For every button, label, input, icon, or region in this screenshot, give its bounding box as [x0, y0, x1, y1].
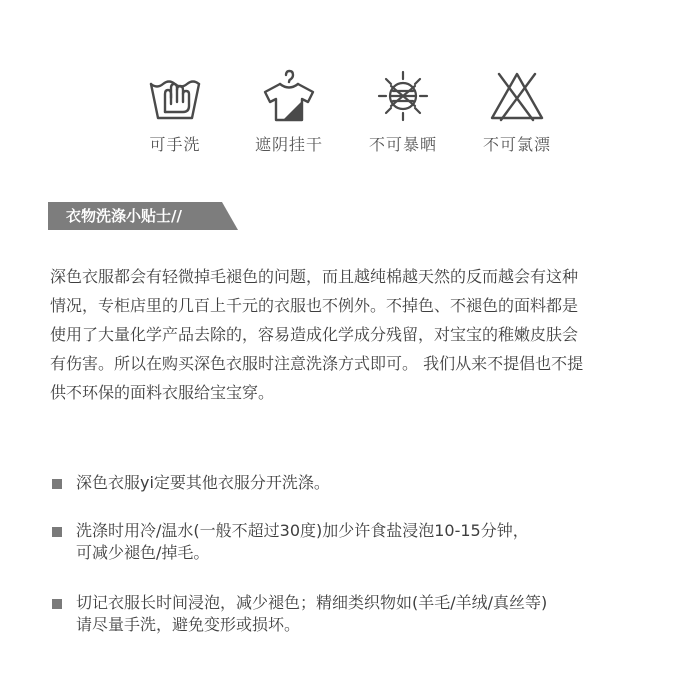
section-title: 衣物洗涤小贴士//: [66, 207, 182, 225]
intro-line: 有伤害。所以在购买深色衣服时注意洗涤方式即可。 我们从来不提倡也不提: [50, 354, 584, 373]
tip-text: 切记衣服长时间浸泡，减少褪色；精细类织物如(羊毛/羊绒/真丝等): [76, 593, 548, 612]
shade-hang-dry-icon: [259, 68, 319, 124]
intro-line: 情况，专柜店里的几百上千元的衣服也不例外。不掉色、不褪色的面料都是: [50, 296, 579, 315]
care-label-no-sun: 不可暴晒: [368, 135, 437, 154]
intro-paragraph: [50, 262, 656, 407]
tip-text: 洗涤时用冷/温水(一般不超过30度)加少许食盐浸泡10-15分钟，: [76, 521, 529, 540]
square-bullet-icon: [52, 479, 62, 489]
tip-text: 深色衣服yi定要其他衣服分开洗涤。: [76, 473, 330, 492]
care-item-shade-hang-dry: [234, 68, 344, 155]
care-item-no-bleach: [462, 68, 572, 155]
hand-wash-icon: [145, 68, 205, 124]
care-icons-row: [120, 68, 580, 168]
care-item-hand-wash: [120, 68, 230, 155]
care-label-no-bleach: 不可氯漂: [482, 135, 551, 154]
intro-line: 深色衣服都会有轻微掉毛褪色的问题，而且越纯棉越天然的反而越会有这种: [50, 267, 579, 286]
intro-line: 供不环保的面料衣服给宝宝穿。: [50, 383, 275, 402]
care-label-hand-wash: 可手洗: [149, 135, 201, 154]
tip-text-continued: 请尽量手洗，避免变形或损坏。: [76, 615, 301, 634]
care-item-no-sun: [348, 68, 458, 155]
tip-item: [52, 472, 652, 494]
square-bullet-icon: [52, 599, 62, 609]
no-sun-exposure-icon: [373, 68, 433, 124]
intro-line: 使用了大量化学产品去除的，容易造成化学成分残留，对宝宝的稚嫩皮肤会: [50, 325, 579, 344]
tip-item: [52, 592, 652, 636]
care-label-shade-hang-dry: 遮阴挂干: [254, 135, 323, 154]
tip-item: [52, 520, 652, 564]
square-bullet-icon: [52, 527, 62, 537]
no-bleach-icon: [487, 68, 547, 124]
tip-text-continued: 可减少褪色/掉毛。: [76, 543, 210, 562]
